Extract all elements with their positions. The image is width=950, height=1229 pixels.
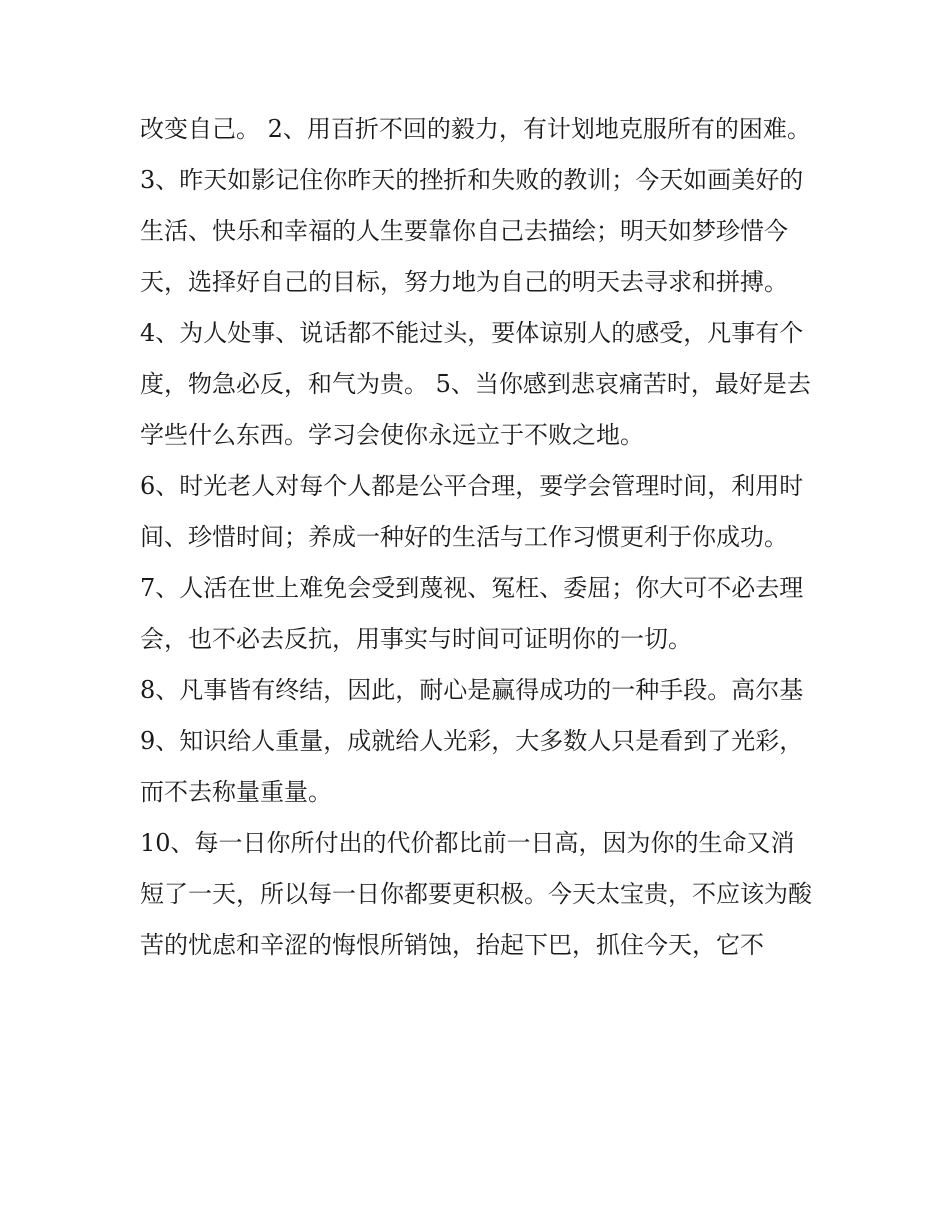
paragraph-3: 4、为人处事、说话都不能过头，要体谅别人的感受，凡事有个度，物急必反，和气为贵。 5、当你感到悲哀痛苦时，最好是去学些什么东西。学习会使你永远立于不败之地。: [140, 319, 811, 449]
paragraph-4: 6、时光老人对每个人都是公平合理，要学会管理时间，利用时间、珍惜时间；养成一种好的生活与工作习惯更利于你成功。: [140, 472, 804, 551]
paragraph-7: 10、每一日你所付出的代价都比前一日高，因为你的生命又消短了一天，所以每一日你都要更积极。今天太宝贵，不应该为酸苦的忧虑和辛涩的悔恨所销蚀，抬起下巴，抓住今天，它不: [140, 829, 812, 959]
paragraph-6: 8、凡事皆有终结，因此，耐心是赢得成功的一种手段。高尔基 9、知识给人重量，成就给人光彩，大多数人只是看到了光彩，而不去称量重量。: [140, 676, 804, 806]
document-body: [140, 104, 812, 971]
paragraph-1: 改变自己。 2、用百折不回的毅力，有计划地克服所有的困难。: [140, 115, 811, 143]
paragraph-5: 7、人活在世上难免会受到蔑视、冤枉、委屈；你大可不必去理会，也不必去反抗，用事实与时间可证明你的一切。: [140, 574, 804, 653]
paragraph-2: 3、昨天如影记住你昨天的挫折和失败的教训；今天如画美好的生活、快乐和幸福的人生要靠你自己去描绘；明天如梦珍惜今天，选择好自己的目标，努力地为自己的明天去寻求和拼搏。: [140, 166, 804, 296]
